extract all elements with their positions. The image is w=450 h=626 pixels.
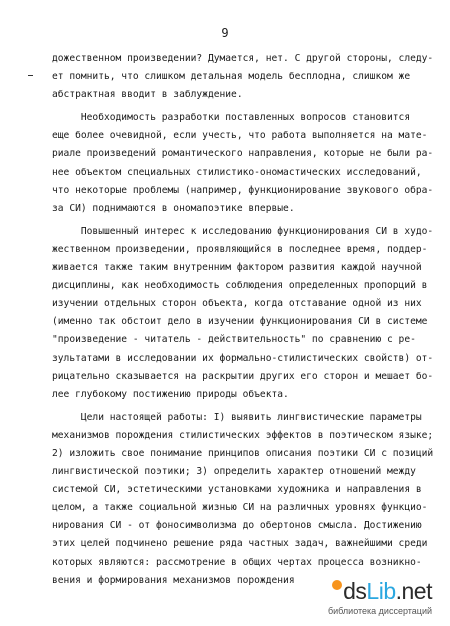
text-line: живается также таким внутренним фактором развития каждой научной: [52, 262, 422, 274]
text-line: нее объектом специальных стилистико-ономастических исследований,: [52, 166, 422, 178]
paragraph: [52, 409, 434, 590]
text-line: еще более очевидной, если учесть, что работа выполняется на мате-: [52, 130, 428, 142]
page-number: 9: [221, 26, 229, 40]
text-line: лингвистической поэтики; 3) определить характер отношений между: [52, 466, 416, 478]
logo-badge-icon: [332, 580, 342, 590]
text-line: Повышенный интерес к исследованию функционирования СИ в худо-: [52, 225, 434, 237]
text-line: рицательно сказывается на раскрытии других его сторон и мешает бо-: [52, 370, 434, 382]
text-line: жественном произведении, проявляющийся в последнее время, поддер-: [52, 243, 428, 255]
paragraph: [52, 50, 434, 104]
text-line: этих целей подчинено решение ряда частных задач, важнейшими среди: [52, 538, 428, 550]
text-line: зультатами в исследовании их формально-стилистических свойств) от-: [52, 352, 434, 364]
text-line: абстрактная вводит в заблуждение.: [52, 89, 243, 101]
text-line: 2) изложить свое понимание принципов описания поэтики СИ с позиций: [52, 447, 434, 459]
paragraph: [52, 109, 434, 218]
logo-lib: Lib: [366, 578, 396, 604]
text-line: вения и формирования механизмов порождения: [52, 574, 295, 586]
watermark-tagline: библиотека диссертаций: [327, 606, 432, 616]
text-line: нирования СИ - от фоносимволизма до обертонов смысла. Достижению: [52, 520, 422, 532]
text-line: дожественном произведении? Думается, нет. С другой стороны, следу-: [52, 53, 434, 64]
text-line: за СИ) поднимаются в ономапоэтике впервые.: [52, 202, 295, 214]
text-line: целом, а также социальной жизнью СИ на различных уровнях функцио-: [52, 502, 428, 514]
text-line: дисциплины, как необходимость соблюдения определенных пропорций в: [52, 280, 428, 292]
margin-mark: [28, 75, 33, 76]
text-line: Необходимость разработки поставленных вопросов становится: [52, 112, 411, 124]
text-line: механизмов порождения стилистических эффектов в поэтическом языке;: [52, 429, 434, 441]
dslib-logo: [332, 578, 432, 604]
text-line: ет помнить, что слишком детальная модель бесплодна, слишком же: [52, 71, 411, 83]
text-line: (именно так обстоит дело в изучении функционирования СИ в системе: [52, 316, 428, 328]
text-line: лее глубокому постижению природы объекта.: [52, 388, 289, 400]
text-line: риале произведений романтического направления, которые не были ра-: [52, 148, 434, 160]
dslib-watermark[interactable]: [316, 578, 434, 618]
paragraph: [52, 223, 434, 404]
text-line: которых являются: рассмотрение в общих чертах процесса возникно-: [52, 556, 422, 568]
text-line: Цели настоящей работы: I) выявить лингвистические параметры: [52, 411, 422, 423]
text-line: системой СИ, эстетическими установками художника и направления в: [52, 484, 422, 496]
text-line: изучении отдельных сторон объекта, когда отставание одной из них: [52, 298, 422, 310]
text-line: что некоторые проблемы (например, функционирование звукового обра-: [52, 184, 434, 196]
document-body: [52, 50, 434, 590]
logo-ds: ds: [343, 578, 367, 604]
logo-net: .net: [395, 578, 432, 604]
text-line: "произведение - читатель - действительность" по сравнению с ре-: [52, 334, 416, 346]
